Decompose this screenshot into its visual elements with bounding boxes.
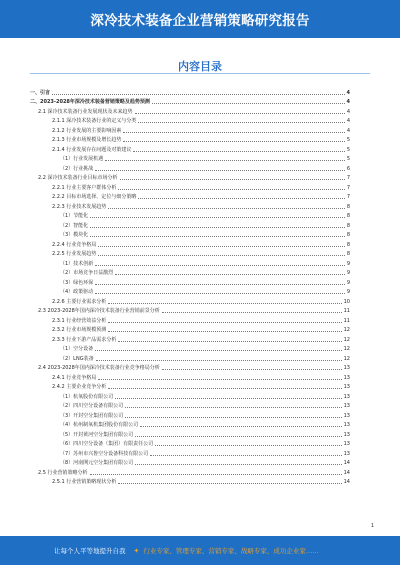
toc-entry-page: 11 (343, 308, 350, 314)
toc-entry[interactable] (30, 438, 350, 448)
footer-slogan: 让每个人平等地提升自我 (54, 547, 126, 555)
toc-entry[interactable] (30, 143, 350, 153)
toc-entry[interactable] (30, 324, 350, 334)
toc-leader-dots (108, 331, 341, 332)
toc-entry-label: （2）市场竞争日益激烈 (60, 270, 114, 276)
footer-banner (0, 536, 400, 565)
toc-leader-dots (115, 274, 345, 275)
toc-entry-label: 2.1.1 深冷技术装备行业的定义与分类 (52, 118, 137, 124)
toc-entry-page: 13 (343, 403, 350, 409)
sparkle-icon: ✦ (133, 546, 140, 555)
table-of-contents (30, 86, 350, 485)
toc-leader-dots (135, 436, 341, 437)
toc-leader-dots (138, 122, 344, 123)
toc-entry[interactable] (30, 86, 350, 96)
toc-entry[interactable] (30, 200, 350, 210)
toc-entry-label: （3）开封空分集团有限公司 (60, 412, 124, 419)
toc-entry-label: （4）杭州制氧机集团股份有限公司 (60, 422, 139, 428)
toc-entry[interactable] (30, 276, 350, 286)
toc-entry-page: 12 (343, 346, 350, 352)
toc-leader-dots (105, 160, 345, 161)
toc-entry-page: 13 (343, 393, 350, 400)
toc-leader-dots (90, 217, 345, 218)
toc-entry[interactable] (30, 352, 350, 362)
toc-entry-page: 4 (346, 99, 350, 105)
toc-entry-page: 13 (343, 374, 350, 381)
toc-leader-dots (98, 246, 345, 247)
toc-leader-dots (108, 208, 345, 209)
toc-entry[interactable] (30, 229, 350, 239)
toc-leader-dots (95, 350, 341, 351)
toc-entry-page: 7 (346, 194, 350, 200)
toc-entry[interactable] (30, 238, 350, 248)
toc-entry-label: 二、2023-2028年深冷技术装备营销策略及趋势预测 (30, 99, 150, 105)
toc-entry-page: 8 (346, 213, 350, 219)
toc-leader-dots (120, 179, 345, 180)
toc-entry-label: （4）政策驱动 (60, 289, 94, 295)
toc-entry-label: 2.2.5 行业发展趋势 (52, 251, 97, 257)
toc-leader-dots (123, 141, 344, 142)
toc-entry-label: 2.2.6 主要行业需求分析 (52, 298, 107, 305)
toc-entry[interactable] (30, 333, 350, 343)
toc-leader-dots (95, 284, 345, 285)
toc-entry[interactable] (30, 457, 350, 467)
page-number: 1 (370, 523, 374, 529)
toc-leader-dots (52, 94, 345, 95)
toc-leader-dots (118, 189, 344, 190)
toc-entry[interactable] (30, 295, 350, 305)
toc-entry-page: 13 (343, 365, 350, 371)
toc-entry-page: 4 (346, 89, 350, 96)
toc-entry-page: 13 (343, 431, 350, 438)
toc-entry[interactable] (30, 466, 350, 476)
toc-entry[interactable] (30, 409, 350, 419)
toc-entry-label: 2.1 深冷技术装备行业发展现状及未来趋势 (38, 108, 133, 115)
toc-entry[interactable] (30, 447, 350, 457)
toc-entry-label: （5）开封黄河空分集团有限公司 (60, 431, 134, 438)
toc-entry-label: 2.2.4 行业竞争格局 (52, 241, 97, 248)
toc-leader-dots (135, 464, 341, 465)
toc-leader-dots (162, 369, 342, 370)
toc-entry-page: 7 (346, 184, 350, 191)
toc-leader-dots (95, 293, 345, 294)
toc-leader-dots (90, 474, 342, 475)
toc-entry-label: （1）节能化 (60, 213, 89, 219)
toc-leader-dots (108, 388, 341, 389)
toc-leader-dots (108, 322, 341, 323)
toc-entry-page: 8 (346, 241, 350, 248)
toc-entry-page: 14 (343, 469, 350, 476)
toc-entry[interactable] (30, 257, 350, 267)
toc-leader-dots (125, 417, 341, 418)
toc-entry-page: 4 (346, 118, 350, 124)
toc-leader-dots (118, 483, 341, 484)
toc-entry[interactable] (30, 390, 350, 400)
toc-leader-dots (90, 236, 345, 237)
toc-entry-page: 12 (343, 327, 350, 333)
toc-entry-label: 2.4.1 行业竞争格局 (52, 374, 97, 381)
toc-entry[interactable] (30, 162, 350, 172)
toc-entry-page: 5 (346, 137, 350, 143)
toc-entry-label: 2.2.1 行业主要客户群体分析 (52, 184, 117, 191)
toc-leader-dots (123, 132, 344, 133)
toc-entry-page: 9 (346, 260, 350, 267)
toc-entry[interactable] (30, 219, 350, 229)
toc-entry-label: 2.2 深冷技术装备行业目标市场分析 (38, 175, 118, 181)
toc-entry-label: （2）行业挑战 (60, 165, 94, 172)
toc-leader-dots (115, 398, 341, 399)
toc-entry[interactable] (30, 419, 350, 429)
report-title: 深冷技术装备企业营销策略研究报告 (90, 13, 310, 29)
toc-leader-dots (150, 455, 341, 456)
toc-entry-page: 8 (346, 232, 350, 238)
toc-entry-page: 8 (346, 222, 350, 229)
toc-entry-label: 2.5.1 行业营销策略现状分析 (52, 479, 117, 485)
toc-leader-dots (140, 426, 341, 427)
toc-entry[interactable] (30, 124, 350, 134)
toc-leader-dots (98, 379, 341, 380)
toc-entry[interactable] (30, 400, 350, 410)
toc-leader-dots (95, 170, 345, 171)
toc-entry-page: 9 (346, 270, 350, 276)
toc-leader-dots (152, 103, 345, 104)
toc-entry-page: 6 (346, 165, 350, 172)
toc-entry-label: （3）模块化 (60, 232, 89, 238)
toc-entry[interactable] (30, 314, 350, 324)
toc-entry-label: （8）河南開元空分集团有限公司 (60, 460, 134, 466)
toc-entry-page: 9 (346, 289, 350, 295)
toc-entry-label: 2.3 2023-2028年国内深冷技术装备行业营销前景分析 (38, 308, 160, 314)
toc-leader-dots (98, 255, 345, 256)
toc-leader-dots (125, 407, 341, 408)
toc-entry-label: 一、引言 (30, 89, 51, 96)
toc-leader-dots (96, 360, 342, 361)
toc-entry-page: 13 (343, 450, 350, 457)
toc-entry[interactable] (30, 362, 350, 372)
toc-entry-page: 13 (343, 384, 350, 390)
toc-entry[interactable] (30, 248, 350, 258)
toc-entry[interactable] (30, 476, 350, 486)
toc-entry-label: （1）杭氧股份有限公司 (60, 393, 114, 400)
toc-entry-label: 2.3.3 行业下游产品需求分析 (52, 336, 117, 343)
toc-heading: 内容目录 (178, 60, 222, 73)
toc-leader-dots (155, 445, 341, 446)
toc-entry-page: 10 (343, 298, 350, 305)
heading-divider (30, 73, 370, 74)
toc-leader-dots (118, 341, 341, 342)
toc-entry[interactable] (30, 305, 350, 315)
toc-entry-page: 8 (346, 251, 350, 257)
toc-entry[interactable] (30, 134, 350, 144)
toc-entry-label: （3）绿色环保 (60, 279, 94, 286)
toc-entry-page: 14 (343, 479, 350, 485)
toc-leader-dots (135, 113, 345, 114)
toc-entry-label: （2）四川空分设备有限公司 (60, 403, 124, 409)
toc-entry-label: 2.4 2023-2028年国内深冷技术装备行业竞争格局分析 (38, 365, 160, 371)
toc-entry-label: 2.4.2 主要企业竞争分析 (52, 384, 107, 390)
toc-entry[interactable] (30, 181, 350, 191)
toc-leader-dots (133, 151, 344, 152)
toc-entry-page: 11 (343, 317, 350, 324)
toc-entry-page: 4 (346, 127, 350, 134)
toc-entry[interactable] (30, 381, 350, 391)
toc-entry-label: 2.1.2 行业发展的主要影响因素 (52, 127, 122, 134)
toc-entry-label: 2.3.1 行业经营效益分析 (52, 317, 107, 324)
toc-entry-page: 7 (346, 175, 350, 181)
toc-entry-page: 13 (343, 441, 350, 447)
toc-entry-page: 9 (346, 279, 350, 286)
toc-entry-page: 13 (343, 412, 350, 419)
toc-entry[interactable] (30, 428, 350, 438)
toc-entry-label: （6）四川空分设备（集团）有限责任公司 (60, 441, 154, 447)
toc-entry[interactable] (30, 105, 350, 115)
toc-entry-label: 2.1.3 行业市场规模及增长趋势 (52, 137, 122, 143)
toc-entry[interactable] (30, 343, 350, 353)
toc-entry-label: 2.1.4 行业发展存在问题及对策建议 (52, 146, 132, 153)
toc-entry[interactable] (30, 267, 350, 277)
toc-entry[interactable] (30, 286, 350, 296)
toc-entry[interactable] (30, 371, 350, 381)
toc-entry-page: 4 (346, 108, 350, 115)
toc-entry-page: 12 (343, 336, 350, 343)
toc-leader-dots (162, 312, 342, 313)
toc-entry-label: （1）技术创新 (60, 260, 94, 267)
toc-entry-label: 2.5 行业营销策略分析 (38, 469, 88, 476)
toc-entry-label: （1）空分设备 (60, 346, 94, 352)
toc-entry-page: 5 (346, 156, 350, 162)
toc-entry-page: 12 (343, 355, 350, 362)
toc-entry-label: 2.3.2 行业市场规模预测 (52, 327, 107, 333)
toc-entry-label: （2）智能化 (60, 222, 89, 229)
toc-entry[interactable] (30, 191, 350, 201)
toc-leader-dots (138, 198, 344, 199)
toc-entry-page: 8 (346, 203, 350, 210)
toc-entry[interactable] (30, 210, 350, 220)
report-header (0, 0, 400, 38)
toc-leader-dots (108, 303, 341, 304)
toc-entry-page: 13 (343, 422, 350, 428)
toc-entry[interactable] (30, 172, 350, 182)
toc-entry-page: 5 (346, 146, 350, 153)
toc-leader-dots (90, 227, 345, 228)
toc-entry-label: （2）LNG装备 (60, 355, 94, 362)
toc-entry[interactable] (30, 115, 350, 125)
footer-experts: 行业专家、管理专家、营销专家、战略专家、成功企业家…… (143, 547, 319, 555)
toc-entry-label: 2.2.3 行业技术发展趋势 (52, 203, 107, 210)
toc-entry[interactable] (30, 96, 350, 106)
toc-entry-label: 2.2.2 目标市场选择、定位与细分策略 (52, 194, 137, 200)
toc-leader-dots (95, 265, 345, 266)
toc-entry-page: 14 (343, 460, 350, 466)
toc-entry-label: （7）苏州市兴鲁空分设备科技有限公司 (60, 450, 149, 457)
toc-entry-label: （1）行业发展机遇 (60, 156, 104, 162)
toc-entry[interactable] (30, 153, 350, 163)
